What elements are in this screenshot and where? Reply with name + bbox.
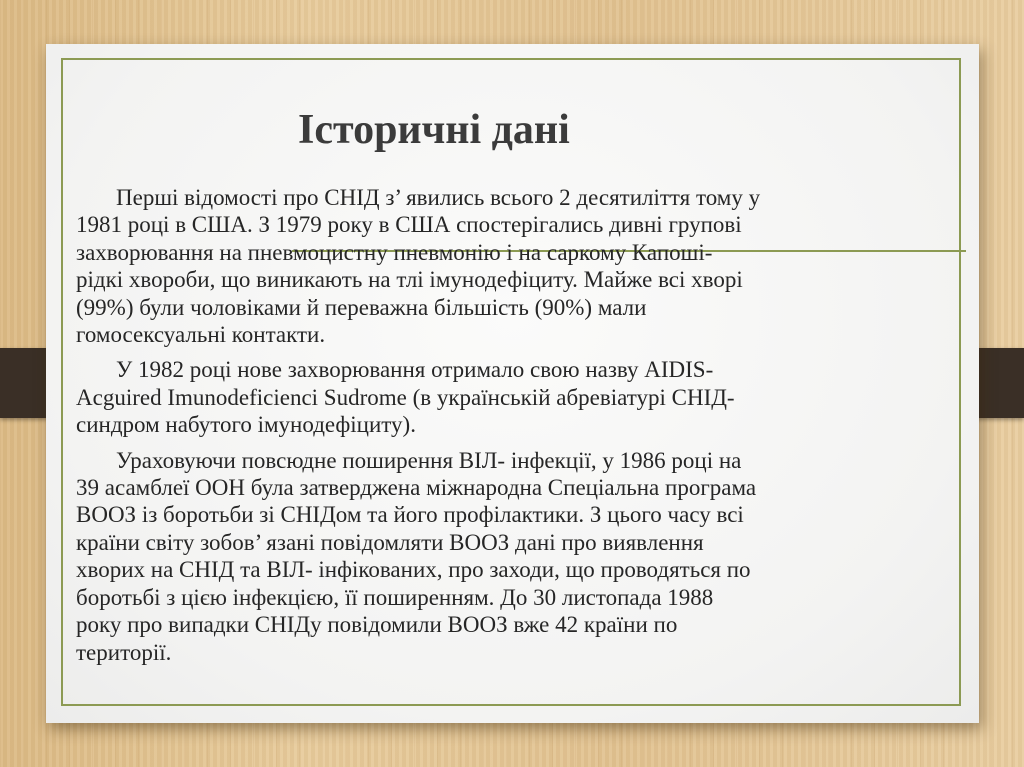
paragraph-who-program: Ураховуючи повсюдне поширення ВІЛ- інфекції, у 1986 році на 39 асамблеї ООН була затверджена міжнародна Спеціальна програма ВООЗ із боротьби зі СНІДом та його профілактики. З цього часу всі країни світу зобов’ язані повідомляти ВООЗ дані про виявлення хворих на СНІД та ВІЛ- інфікованих, про заходи, що проводяться по боротьбі з цією інфекцією, її поширенням. До 30 листопада 1988 року про випадки СНІДу повідомили ВООЗ вже 42 країни по території. bbox=[76, 447, 757, 665]
slide-paper bbox=[46, 44, 979, 723]
paragraph-history-intro: Перші відомості про СНІД з’ явились всього 2 десятиліття тому у 1981 році в США. З 1979 року в США спостерігались дивні групові захворювання на пневмоцистну пневмонію і на саркому Капоші- рідкі хвороби, що виникають на тлі імунодефіциту. Майже всі хворі (99%) були чоловіками й переважна більшість (90%) мали гомосексуальні контакти. bbox=[76, 185, 761, 348]
slide-body bbox=[76, 184, 946, 674]
slide-title: Історичні дані bbox=[298, 107, 570, 153]
paragraph-aids-name: У 1982 році нове захворювання отримало свою назву AIDIS- Acguired Imunodeficienci Sudrome (в українській абревіатурі СНІД- синдром набутого імунодефіциту). bbox=[76, 357, 735, 438]
